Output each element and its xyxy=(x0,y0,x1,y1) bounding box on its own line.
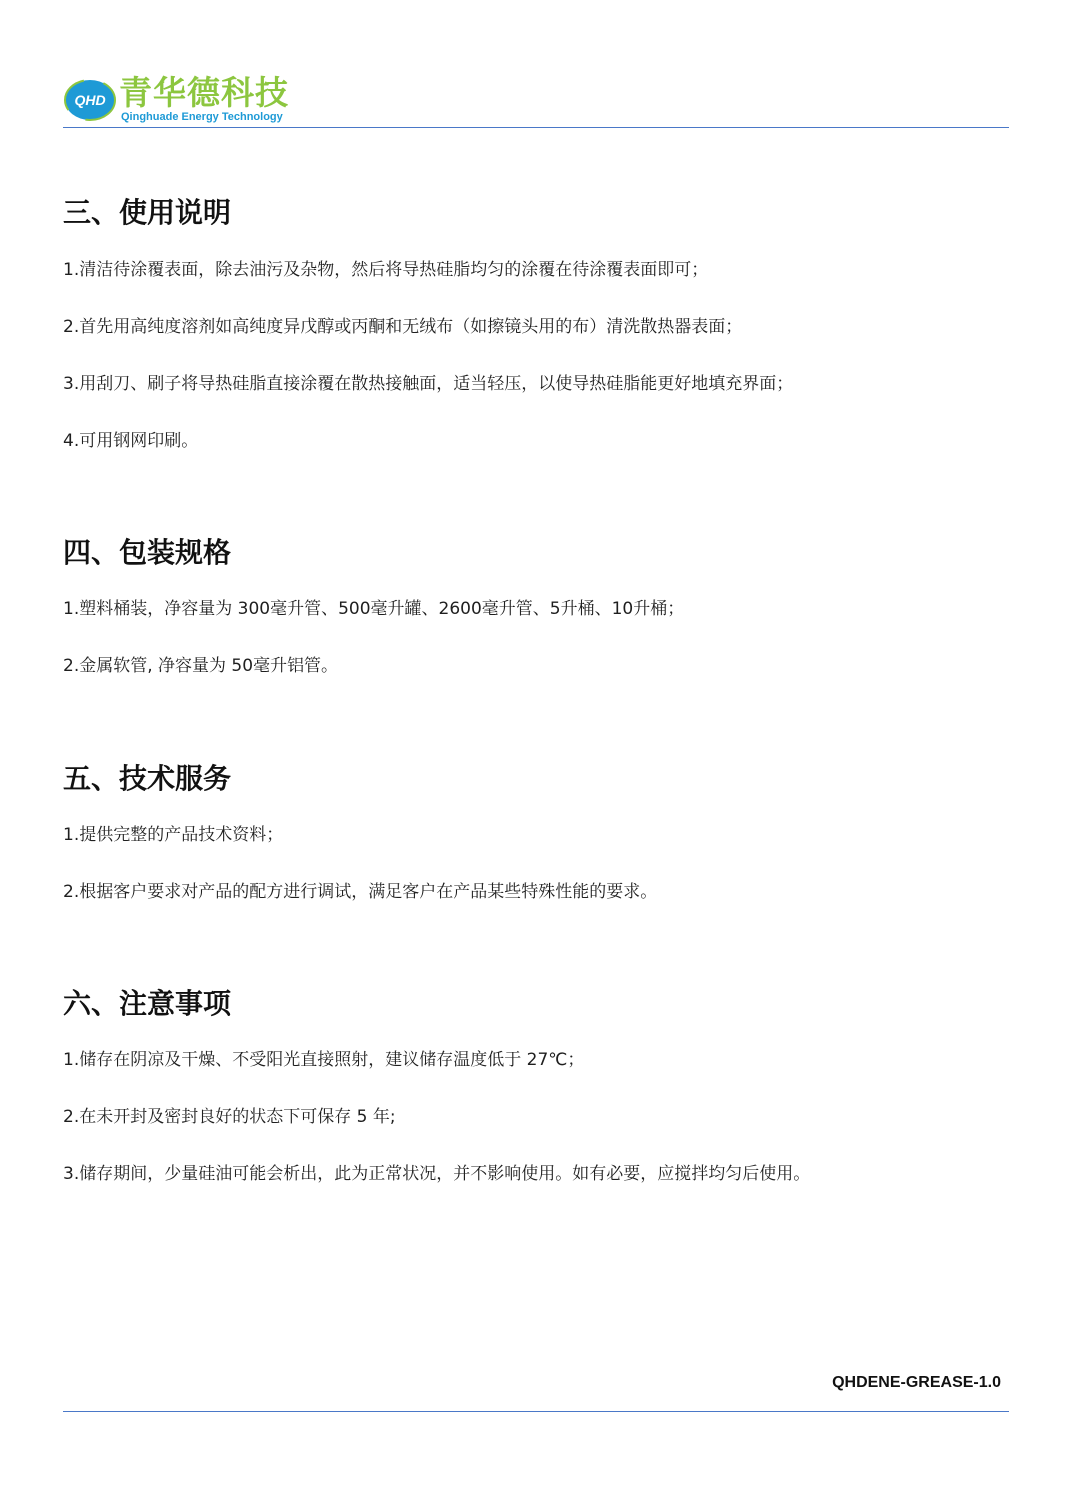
company-name-en: Qinghuade Energy Technology xyxy=(121,111,283,123)
packaging-item-1: 1.塑料桶装，净容量为 300毫升管、500毫升罐、2600毫升管、5升桶、10升桶； xyxy=(63,599,685,619)
header-divider xyxy=(63,127,1009,128)
service-item-2: 2.根据客户要求对产品的配方进行调试，满足客户在产品某些特殊性能的要求。 xyxy=(63,882,658,902)
usage-item-3: 3.用刮刀、刷子将导热硅脂直接涂覆在散热接触面，适当轻压，以使导热硅脂能更好地填充界面； xyxy=(63,374,794,394)
logo-mark-text: QHD xyxy=(74,92,106,108)
footer-divider xyxy=(63,1411,1009,1412)
service-item-1: 1.提供完整的产品技术资料； xyxy=(63,825,284,845)
section-title-usage: 三、使用说明 xyxy=(63,196,232,229)
qhd-logo-icon xyxy=(63,78,117,122)
usage-item-2: 2.首先用高纯度溶剂如高纯度异戊醇或丙酮和无绒布（如擦镜头用的布）清洗散热器表面； xyxy=(63,317,743,337)
header xyxy=(63,72,1009,128)
usage-item-4: 4.可用钢网印刷。 xyxy=(63,431,199,451)
notes-item-3: 3.储存期间，少量硅油可能会析出，此为正常状况，并不影响使用。如有必要，应搅拌均匀后使用。 xyxy=(63,1164,811,1184)
section-title-notes: 六、注意事项 xyxy=(63,987,232,1020)
packaging-item-2: 2.金属软管, 净容量为 50毫升铝管。 xyxy=(63,656,339,676)
section-title-packaging: 四、包装规格 xyxy=(63,536,232,569)
company-name-cn: 青华德科技 xyxy=(119,73,289,112)
document-code: QHDENE-GREASE-1.0 xyxy=(832,1374,1001,1391)
usage-item-1: 1.清洁待涂覆表面，除去油污及杂物，然后将导热硅脂均匀的涂覆在待涂覆表面即可； xyxy=(63,260,709,280)
notes-item-2: 2.在未开封及密封良好的状态下可保存 5 年; xyxy=(63,1107,396,1127)
notes-item-1: 1.储存在阴凉及干燥、不受阳光直接照射，建议储存温度低于 27℃； xyxy=(63,1050,585,1070)
section-title-service: 五、技术服务 xyxy=(63,762,232,795)
